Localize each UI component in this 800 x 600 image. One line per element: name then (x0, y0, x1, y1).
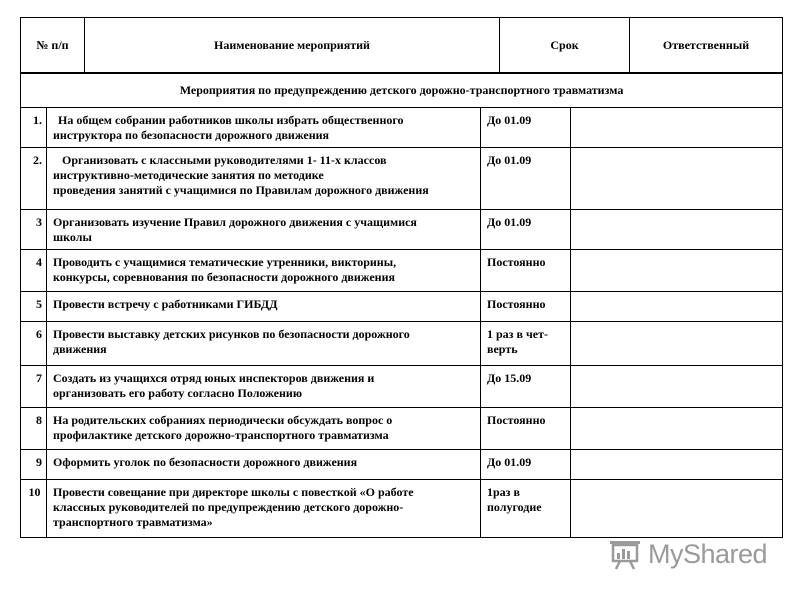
row-responsible (571, 408, 783, 450)
row-event (47, 408, 481, 450)
event-line: инструктивно-методические занятия по методике (53, 168, 324, 182)
row-number: 3 (21, 210, 47, 250)
table-row (21, 366, 783, 408)
table-row (21, 408, 783, 450)
event-line: Проводить с учащимися тематические утренники, викторины, (53, 255, 397, 269)
header-term: Срок (500, 18, 630, 74)
event-line: транспортного травматизма» (53, 515, 213, 529)
table-row (21, 148, 783, 210)
watermark-text: MyShared (648, 538, 768, 569)
event-line: Провести совещание при директоре школы с повесткой «О работе (53, 485, 414, 499)
term-line: Постоянно (487, 255, 546, 269)
event-line: Оформить уголок по безопасности дорожного движения (53, 455, 358, 469)
row-event (47, 250, 481, 292)
row-event (47, 450, 481, 480)
row-number: 5 (21, 292, 47, 322)
watermark (608, 536, 767, 572)
row-term (481, 408, 571, 450)
row-responsible (571, 250, 783, 292)
row-term (481, 292, 571, 322)
table-row (21, 450, 783, 480)
row-event (47, 210, 481, 250)
term-line: верть (487, 342, 518, 356)
term-line: До 01.09 (487, 455, 532, 469)
row-term (481, 480, 571, 538)
term-line: До 01.09 (487, 153, 532, 167)
table-header (20, 17, 783, 74)
event-line: На родительских собраниях периодически обсуждать вопрос о (53, 413, 393, 427)
row-number: 8 (21, 408, 47, 450)
table-row (21, 322, 783, 366)
row-number: 1. (21, 108, 47, 148)
term-line: 1раз в (487, 485, 520, 499)
header-num: № п/п (21, 18, 85, 74)
row-number: 6 (21, 322, 47, 366)
event-line: Провести выставку детских рисунков по безопасности дорожного (53, 327, 410, 341)
row-term (481, 450, 571, 480)
term-line: Постоянно (487, 413, 546, 427)
row-term (481, 148, 571, 210)
row-event (47, 480, 481, 538)
table-row (21, 108, 783, 148)
table-row (21, 210, 783, 250)
table-row (21, 292, 783, 322)
term-line: Постоянно (487, 297, 546, 311)
row-responsible (571, 322, 783, 366)
header-responsible: Ответственный (630, 18, 783, 74)
event-line: На общем собрании работников школы избрать общественного (58, 113, 404, 127)
term-line: До 15.09 (487, 371, 532, 385)
row-responsible (571, 108, 783, 148)
event-line: инструктора по безопасности дорожного движения (53, 128, 330, 142)
event-line: Организовать с классными руководителями 1- 11-х классов (62, 153, 387, 167)
event-line: классных руководителей по предупреждению детского дорожно- (53, 500, 404, 514)
row-term (481, 210, 571, 250)
row-number: 4 (21, 250, 47, 292)
row-event (47, 108, 481, 148)
row-number: 9 (21, 450, 47, 480)
row-term (481, 322, 571, 366)
row-responsible (571, 292, 783, 322)
row-number: 7 (21, 366, 47, 408)
event-line: организовать его работу согласно Положению (53, 386, 302, 400)
row-responsible (571, 450, 783, 480)
term-line: полугодие (487, 500, 542, 514)
row-event (47, 292, 481, 322)
row-term (481, 366, 571, 408)
row-term (481, 250, 571, 292)
event-line: школы (53, 230, 92, 244)
row-responsible (571, 480, 783, 538)
event-line: проведения занятий с учащимися по Правилам дорожного движения (53, 183, 429, 197)
event-line: Создать из учащихся отряд юных инспекторов движения и (53, 371, 375, 385)
presentation-chart-icon (608, 537, 642, 571)
header-name: Наименование мероприятий (85, 18, 500, 74)
event-line: Организовать изучение Правил дорожного движения с учащимися (53, 215, 417, 229)
row-event (47, 322, 481, 366)
table-row (21, 250, 783, 292)
event-line: движения (53, 342, 107, 356)
row-number: 2. (21, 148, 47, 210)
term-line: 1 раз в чет- (487, 327, 548, 341)
section-title: Мероприятия по предупреждению детского дорожно-транспортного травматизма (21, 73, 783, 108)
row-responsible (571, 366, 783, 408)
row-term (481, 108, 571, 148)
table-row (21, 480, 783, 538)
term-line: До 01.09 (487, 113, 532, 127)
term-line: До 01.09 (487, 215, 532, 229)
events-table (20, 72, 783, 538)
row-number: 10 (21, 480, 47, 538)
row-responsible (571, 210, 783, 250)
event-line: Провести встречу с работниками ГИБДД (53, 297, 278, 311)
row-event (47, 366, 481, 408)
event-line: конкурсы, соревнования по безопасности дорожного движения (53, 270, 395, 284)
row-event (47, 148, 481, 210)
event-line: профилактике детского дорожно-транспортного травматизма (53, 428, 389, 442)
row-responsible (571, 148, 783, 210)
